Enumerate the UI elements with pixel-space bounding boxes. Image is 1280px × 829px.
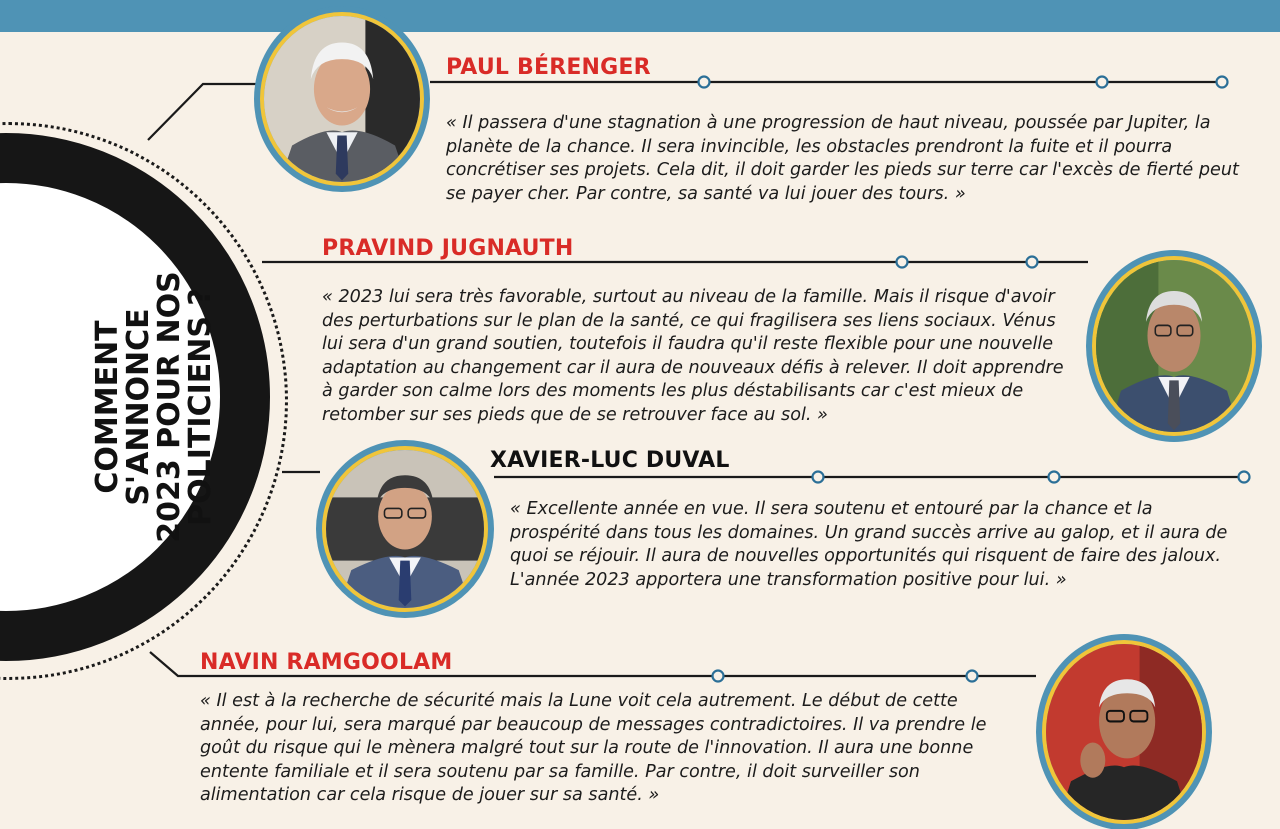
name-ramgoolam: NAVIN RAMGOOLAM (200, 650, 453, 675)
portrait-duval-image (326, 450, 484, 608)
quote-duval: « Excellente année en vue. Il sera soutenu et entouré par la chance et la prospérité dans tous les domaines. Un grand succès arrive au galop, et il aura de quoi se réjouir. Il aura de nouvelles opportunités qui risquent de faire des jaloux. L'année 2023 apportera une transformation positive pour lui. » (510, 499, 1228, 590)
portrait-berenger-image (264, 16, 420, 182)
portrait-jugnauth-image (1096, 260, 1252, 432)
node-dot (699, 77, 710, 88)
node-dot (813, 472, 824, 483)
title-line: S'ANNONCE (121, 308, 156, 506)
node-dot (1239, 472, 1250, 483)
node-dot (713, 671, 724, 682)
node-dot (1217, 77, 1228, 88)
node-dot (1049, 472, 1060, 483)
title-line: POLITICIENS ? (183, 288, 218, 526)
portrait-ramgoolam-image (1046, 644, 1202, 820)
node-dot (967, 671, 978, 682)
quote-jugnauth: « 2023 lui sera très favorable, surtout au niveau de la famille. Mais il risque d'avoir des perturbations sur le plan de la santé, ce qui fragilisera ses liens sociaux. Vénus lui sera d'un grand soutien, toutefois il faudra qu'il reste flexible pour une nouvelle adaptation au changement car il aura de nouveaux défis à relever. Il doit apprendre à garder son calme lors des moments les plus déstabilisants car c'est mieux de retomber sur ses pieds que de se retrouver face au sol. » (322, 287, 1064, 425)
quote-ramgoolam: « Il est à la recherche de sécurité mais la Lune voit cela autrement. Le début de cette année, pour lui, sera marqué par beaucoup de messages contradictoires. Il va prendre le goût du risque qui le mènera malgré tout sur la route de l'innovation. Il aura une bonne entente familiale et il sera soutenu par sa famille. Par contre, il doit surveiller son alimentation car cela risque de jouer sur sa santé. » (200, 691, 987, 805)
portrait-duval (316, 440, 494, 618)
name-jugnauth: PRAVIND JUGNAUTH (322, 236, 574, 261)
node-dot (897, 257, 908, 268)
node-dot (1097, 77, 1108, 88)
connector-line-berenger (148, 84, 262, 140)
title-line: 2023 POUR NOS (152, 271, 187, 543)
title-line: COMMENT (90, 320, 125, 494)
portrait-jugnauth (1086, 250, 1262, 442)
portrait-berenger (254, 6, 430, 192)
name-berenger: PAUL BÉRENGER (446, 55, 651, 80)
quote-berenger: « Il passera d'une stagnation à une progression de haut niveau, poussée par Jupiter, la planète de la chance. Il sera invincible, les obstacles prendront la fuite et il pourra concrétiser ses projets. Cela dit, il doit garder les pieds sur terre car l'excès de fierté peut se payer cher. Par contre, sa santé va lui jouer des tours. » (446, 113, 1239, 204)
portrait-ramgoolam (1036, 634, 1212, 829)
node-dot (1027, 257, 1038, 268)
name-duval: XAVIER-LUC DUVAL (490, 448, 730, 473)
